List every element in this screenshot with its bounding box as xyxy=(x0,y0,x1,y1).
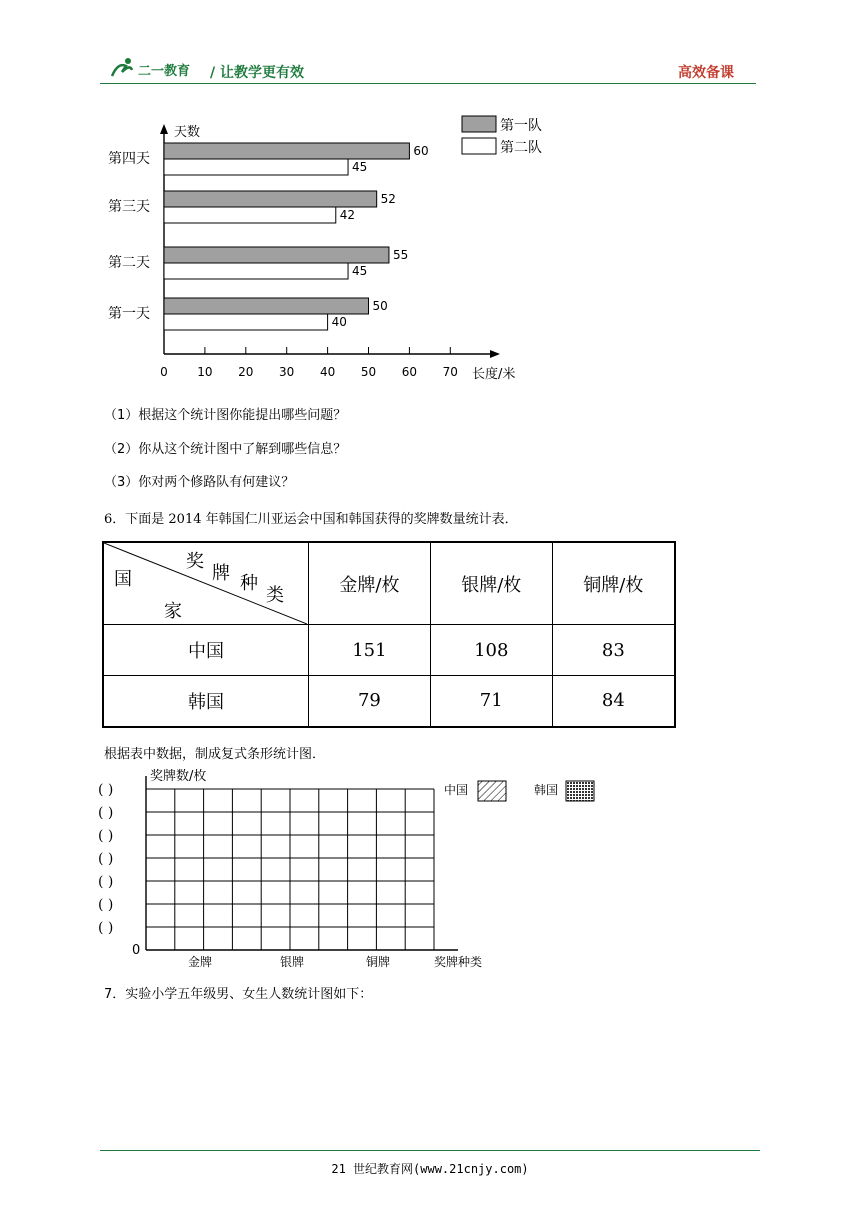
table-cell: 79 xyxy=(309,676,431,727)
road-repair-bar-chart xyxy=(100,112,560,384)
corner-char: 牌 xyxy=(212,563,230,584)
legend-label: 韩国 xyxy=(534,783,559,797)
bar-value-label: 40 xyxy=(331,315,347,329)
bar xyxy=(164,191,377,207)
bar xyxy=(164,159,348,175)
table-cell: 83 xyxy=(552,625,675,676)
y-blank: ( ) xyxy=(98,828,114,844)
y-blank: ( ) xyxy=(98,874,114,890)
category-label: 第三天 xyxy=(108,199,150,215)
header-divider xyxy=(100,83,756,84)
category-label: 铜牌 xyxy=(365,955,391,969)
x-axis-arrow xyxy=(490,350,500,358)
legend-label: 第二队 xyxy=(500,140,542,156)
x-tick-label: 30 xyxy=(279,365,295,379)
corner-char: 种 xyxy=(240,573,258,594)
origin-label: 0 xyxy=(132,943,141,958)
x-tick-label: 70 xyxy=(442,365,458,379)
x-tick-label: 0 xyxy=(160,365,168,379)
y-axis-label: 天数 xyxy=(174,125,201,140)
header-slogan: / 让教学更有效 xyxy=(210,65,304,81)
x-tick-label: 10 xyxy=(197,365,213,379)
y-blank: ( ) xyxy=(98,851,114,867)
legend-swatch xyxy=(462,138,496,154)
question-5-1: （1）根据这个统计图你能提出哪些问题？ xyxy=(104,408,347,423)
bar-value-label: 50 xyxy=(372,299,388,313)
question-5-3: （3）你对两个修路队有何建议？ xyxy=(104,475,295,490)
footer-text: 21 世纪教育网(www.21cnjy.com) xyxy=(331,1162,529,1176)
y-blank: ( ) xyxy=(98,897,114,913)
x-tick-label: 50 xyxy=(360,365,377,379)
corner-char: 类 xyxy=(266,585,284,606)
category-label: 第二天 xyxy=(108,255,150,271)
bar xyxy=(164,298,369,314)
question-7-text: 7．实验小学五年级男、女生人数统计图如下： xyxy=(104,987,373,1002)
bar-value-label: 60 xyxy=(413,144,429,158)
y-axis-arrow xyxy=(160,124,168,134)
bar-value-label: 45 xyxy=(352,160,368,174)
question-5-2: （2）你从这个统计图中了解到哪些信息？ xyxy=(104,442,347,457)
category-label: 银牌 xyxy=(279,955,305,969)
x-axis-label: 奖牌种类 xyxy=(434,955,483,969)
table-header: 银牌/枚 xyxy=(430,542,552,625)
category-label: 金牌 xyxy=(187,955,213,969)
bar-value-label: 45 xyxy=(352,264,368,278)
table-header: 铜牌/枚 xyxy=(552,542,675,625)
y-axis-label: 奖牌数/枚 xyxy=(150,769,207,784)
legend-swatch xyxy=(566,781,594,801)
table-cell: 71 xyxy=(430,676,552,727)
site-logo xyxy=(108,56,198,82)
x-axis-label: 长度/米 xyxy=(472,367,516,382)
question-6-instruction: 根据表中数据，制成复式条形统计图． xyxy=(104,747,326,762)
legend-label: 第一队 xyxy=(500,118,542,134)
bar xyxy=(164,263,348,279)
medal-grid-chart xyxy=(96,764,616,974)
corner-char: 家 xyxy=(164,601,182,622)
category-label: 第四天 xyxy=(108,151,150,167)
bar xyxy=(164,247,389,263)
medal-table xyxy=(102,541,676,728)
x-tick-label: 60 xyxy=(401,365,418,379)
bar xyxy=(164,314,328,330)
table-cell: 108 xyxy=(430,625,552,676)
x-tick-label: 40 xyxy=(319,365,336,379)
table-row xyxy=(103,625,675,676)
row-country: 中国 xyxy=(103,625,309,676)
table-cell: 84 xyxy=(552,676,675,727)
corner-char: 奖 xyxy=(186,551,204,572)
corner-char: 国 xyxy=(114,569,132,590)
table-corner-cell xyxy=(103,542,309,625)
x-tick-label: 20 xyxy=(238,365,254,379)
table-header: 金牌/枚 xyxy=(309,542,431,625)
bar-value-label: 52 xyxy=(380,192,396,206)
y-blank: ( ) xyxy=(98,805,114,821)
bar-value-label: 42 xyxy=(339,208,356,222)
legend-swatch xyxy=(478,781,506,801)
question-6-intro: 6．下面是 2014 年韩国仁川亚运会中国和韩国获得的奖牌数量统计表． xyxy=(104,512,518,527)
header-right-title: 高效备课 xyxy=(678,65,734,81)
bar xyxy=(164,207,336,223)
y-blank: ( ) xyxy=(98,920,114,936)
bar xyxy=(164,143,409,159)
logo-text: 二一教育 xyxy=(138,64,191,79)
bar-value-label: 55 xyxy=(392,248,409,262)
footer-divider xyxy=(100,1150,760,1151)
category-label: 第一天 xyxy=(108,306,150,322)
legend-label: 中国 xyxy=(444,783,469,797)
y-blank: ( ) xyxy=(98,782,114,798)
table-cell: 151 xyxy=(309,625,431,676)
row-country: 韩国 xyxy=(103,676,309,727)
table-row xyxy=(103,676,675,727)
legend-swatch xyxy=(462,116,496,132)
